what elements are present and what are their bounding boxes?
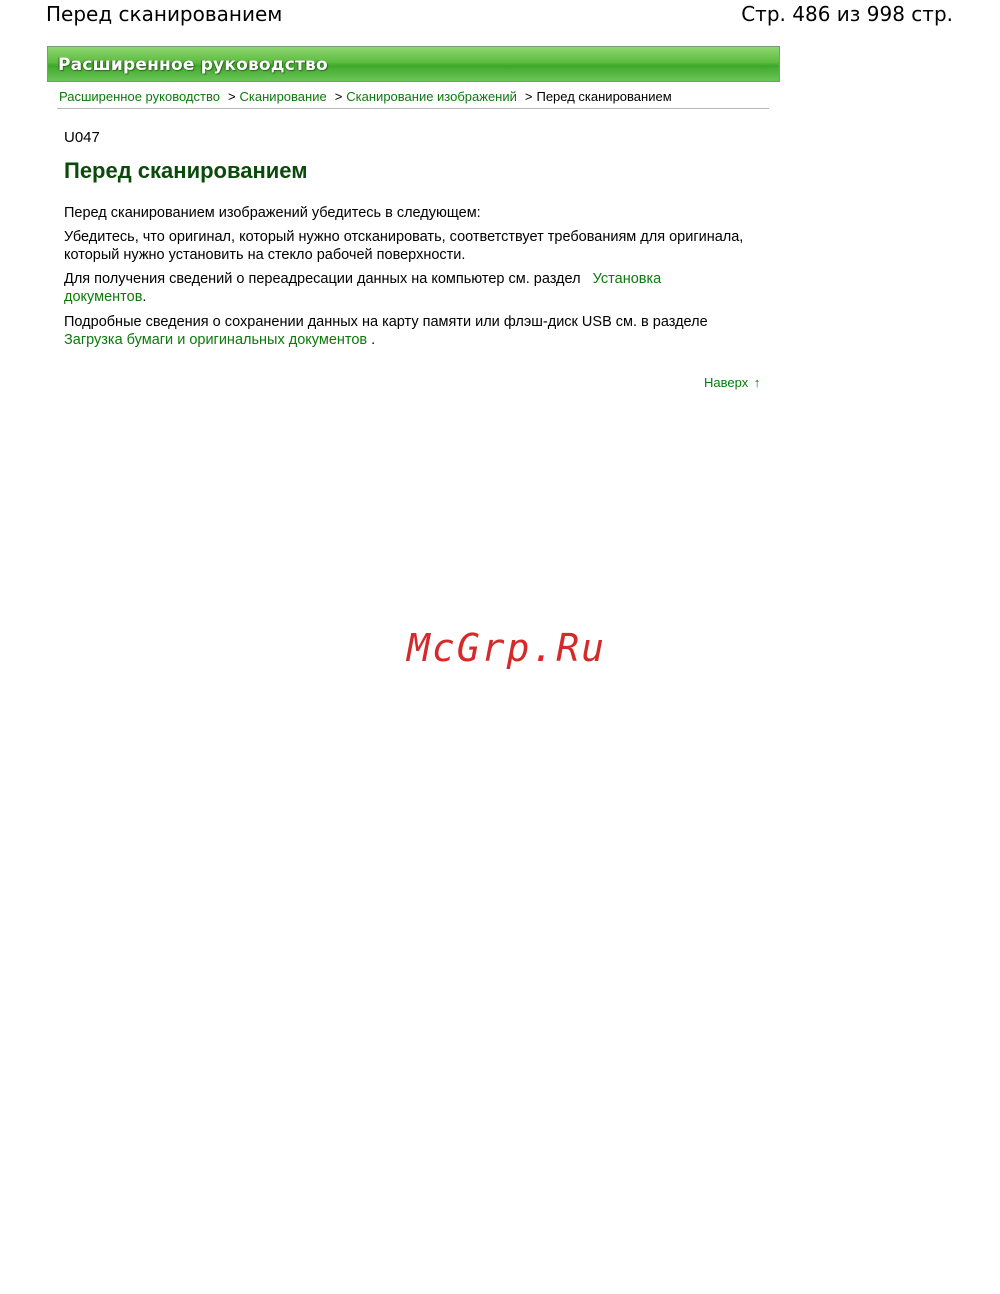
loading-documents-link[interactable]: Установка документов bbox=[64, 271, 662, 305]
original-requirements-paragraph: Убедитесь, что оригинал, который нужно отсканировать, соответствует требованиям для оригинала, который нужно установить на стекло рабочей поверхности. bbox=[64, 229, 744, 263]
breadcrumb-separator: > bbox=[227, 89, 236, 104]
breadcrumb bbox=[59, 89, 672, 104]
saving-period: . bbox=[371, 332, 376, 348]
forwarding-period: . bbox=[142, 289, 147, 305]
breadcrumb-separator: > bbox=[334, 89, 343, 104]
page-header-title: Перед сканированием bbox=[46, 2, 283, 26]
breadcrumb-link-scanning-images[interactable]: Сканирование изображений bbox=[346, 89, 517, 104]
back-to-top-link[interactable] bbox=[704, 375, 760, 390]
breadcrumb-link-advanced-guide[interactable]: Расширенное руководство bbox=[59, 89, 220, 104]
intro-paragraph: Перед сканированием изображений убедитесь в следующем: bbox=[64, 205, 481, 221]
breadcrumb-separator: > bbox=[524, 89, 533, 104]
forwarding-text: Для получения сведений о переадресации данных на компьютер см. раздел bbox=[64, 271, 581, 287]
loading-paper-link[interactable]: Загрузка бумаги и оригинальных документов bbox=[64, 332, 368, 348]
up-arrow-icon: ↑ bbox=[753, 375, 761, 390]
section-banner bbox=[47, 46, 780, 82]
breadcrumb-link-scanning[interactable]: Сканирование bbox=[239, 89, 327, 104]
saving-text: Подробные сведения о сохранении данных на карту памяти или флэш-диск USB см. в разделе bbox=[64, 314, 708, 330]
forwarding-paragraph bbox=[64, 270, 744, 306]
breadcrumb-current: Перед сканированием bbox=[536, 89, 672, 104]
back-to-top-label: Наверх bbox=[704, 375, 749, 390]
saving-paragraph bbox=[64, 313, 744, 349]
page-counter: Стр. 486 из 998 стр. bbox=[741, 2, 953, 26]
breadcrumb-divider bbox=[57, 108, 769, 109]
page-title: Перед сканированием bbox=[64, 158, 308, 183]
document-code: U047 bbox=[64, 129, 100, 146]
watermark-text: McGrp.Ru bbox=[407, 626, 607, 670]
banner-title: Расширенное руководство bbox=[58, 55, 328, 75]
